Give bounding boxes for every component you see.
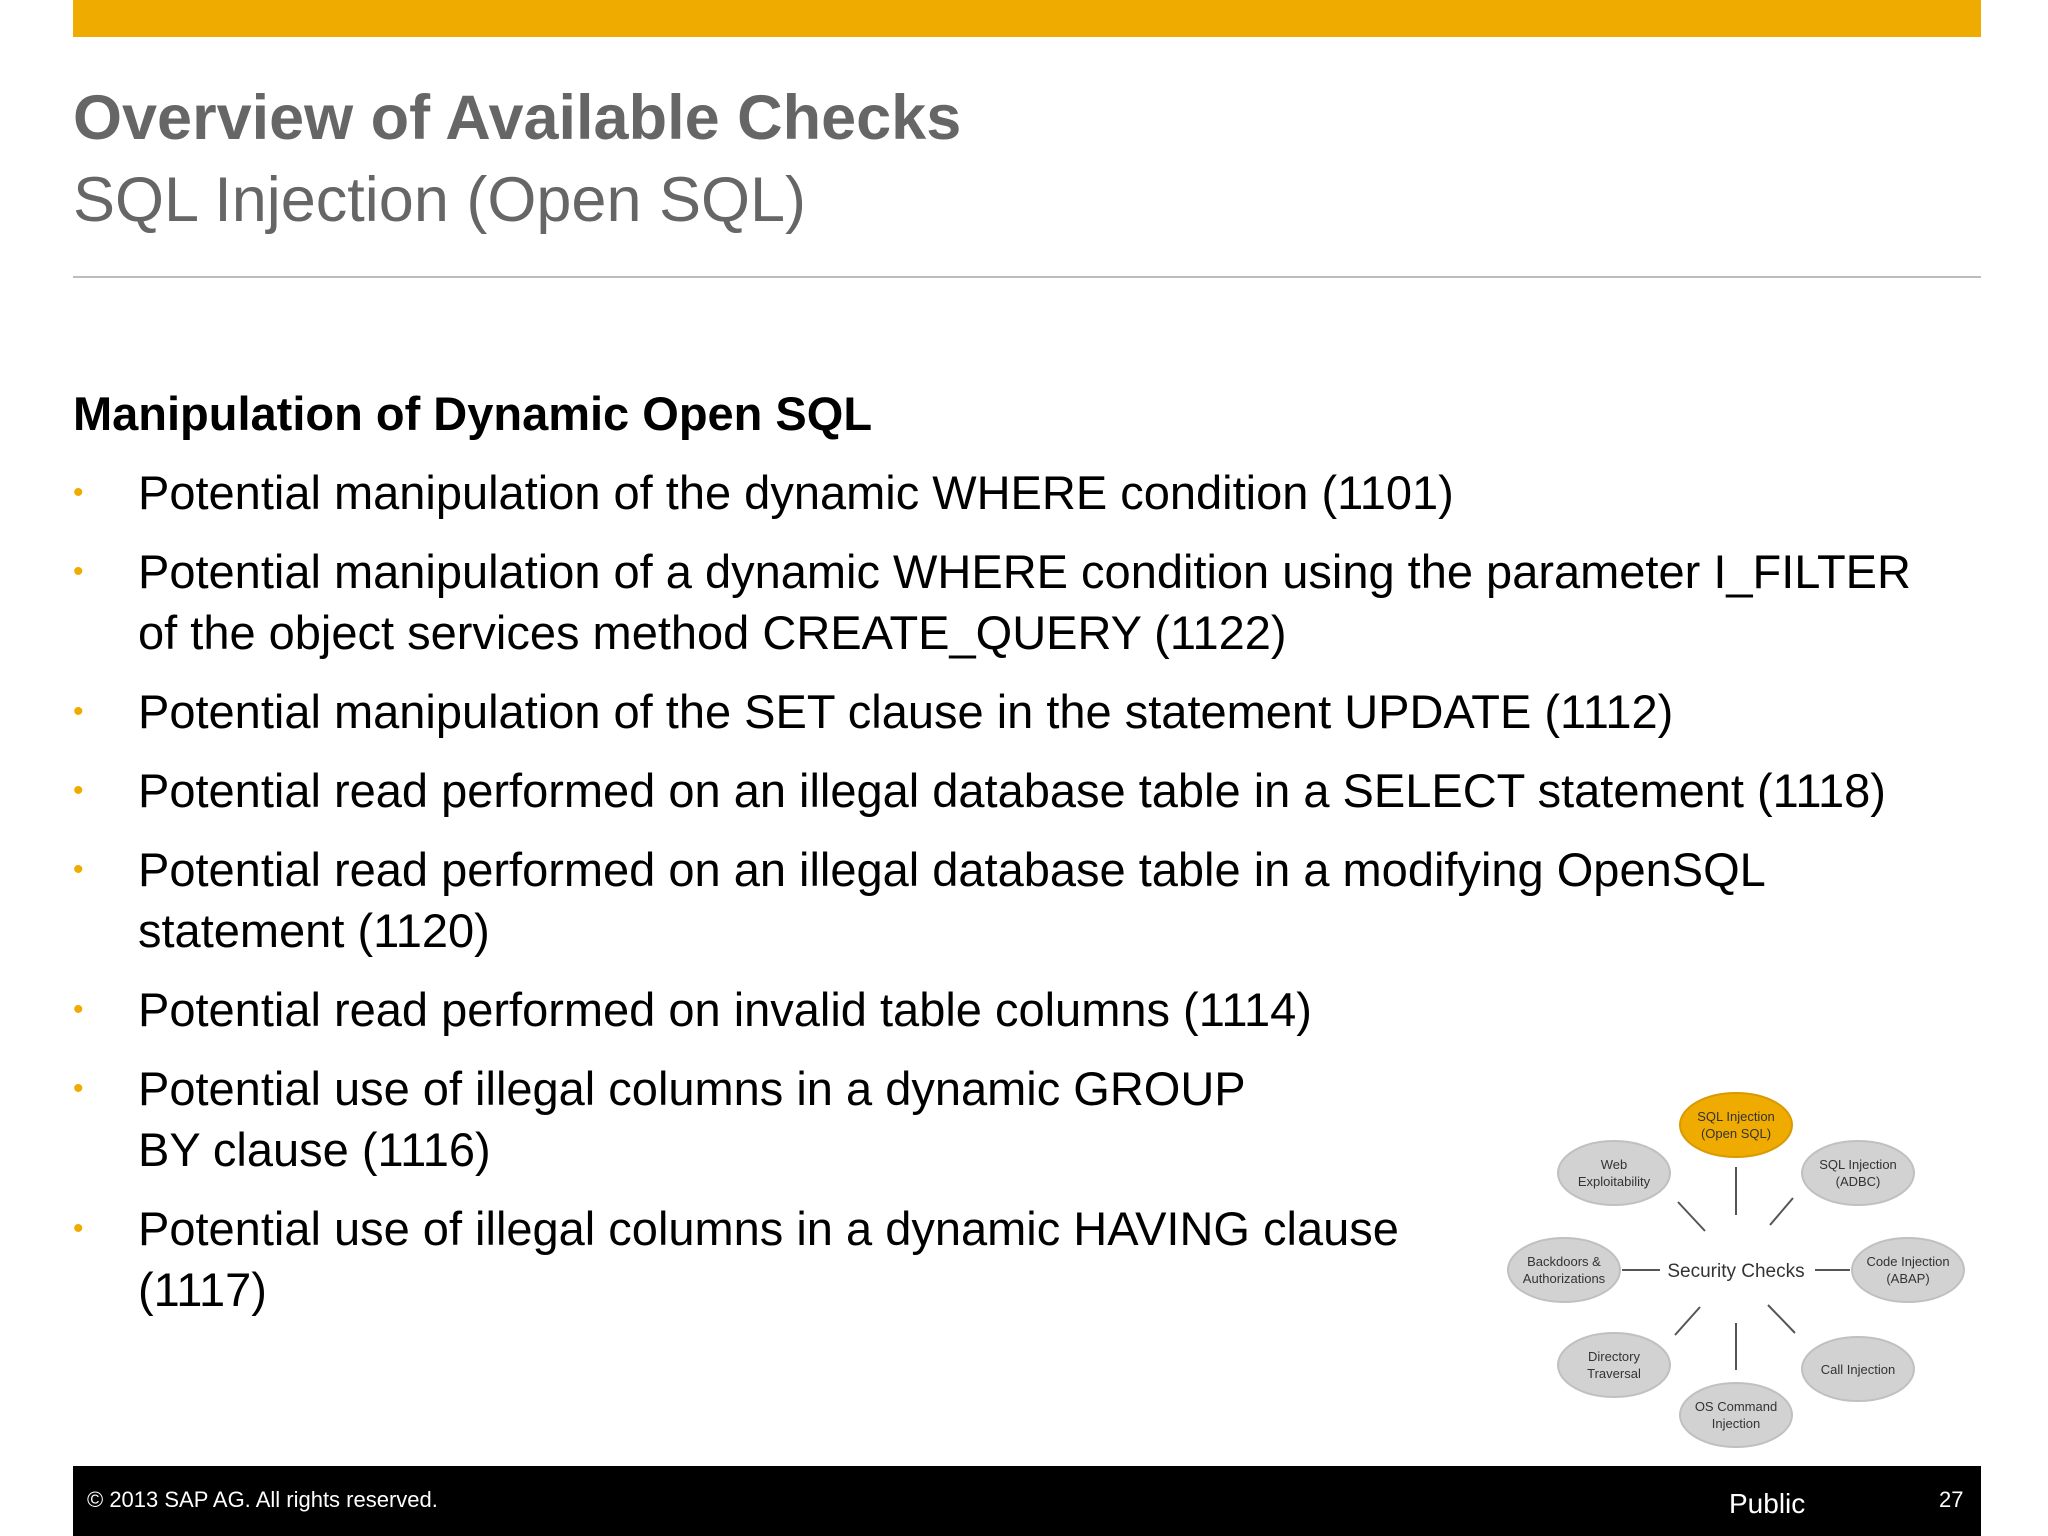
node-label-line: Exploitability bbox=[1577, 1174, 1651, 1189]
node-shape bbox=[1680, 1093, 1792, 1157]
bullet-text: Potential manipulation of a dynamic WHERE condition using the parameter I_FILTER of the object services method CREATE_QUERY (1122) bbox=[138, 545, 1911, 659]
bullet-text: Potential manipulation of the SET clause in the statement UPDATE (1112) bbox=[138, 685, 1674, 738]
node-label-line: Code Injection bbox=[1866, 1254, 1950, 1269]
node-code-injection-abap bbox=[1852, 1238, 1964, 1302]
bullet-dot-icon: • bbox=[73, 555, 84, 588]
node-shape bbox=[1680, 1383, 1792, 1447]
bullet-text: Potential read performed on an illegal database table in a SELECT statement (1118) bbox=[138, 764, 1886, 817]
node-shape bbox=[1558, 1333, 1670, 1397]
section-heading: Manipulation of Dynamic Open SQL bbox=[73, 387, 873, 440]
bullet-dot-icon: • bbox=[73, 993, 84, 1026]
node-label-line: SQL Injection bbox=[1697, 1109, 1775, 1124]
bullet-item bbox=[73, 979, 1933, 1040]
title-divider bbox=[73, 276, 1981, 278]
bullet-item bbox=[73, 541, 1933, 663]
node-label-line: (Open SQL) bbox=[1700, 1126, 1772, 1141]
node-shape bbox=[1558, 1141, 1670, 1205]
node-label-line: Traversal bbox=[1587, 1366, 1641, 1381]
page-number: 27 bbox=[1939, 1487, 1964, 1512]
security-checks-diagram bbox=[1500, 1085, 1980, 1455]
bullet-item bbox=[73, 462, 1933, 523]
node-shape bbox=[1508, 1238, 1620, 1302]
classification-label: Public bbox=[1729, 1488, 1806, 1519]
node-label-line: Directory bbox=[1587, 1349, 1641, 1364]
bullet-dot-icon: • bbox=[73, 695, 84, 728]
node-label-line: (ABAP) bbox=[1886, 1271, 1930, 1286]
spoke-line bbox=[1770, 1198, 1793, 1225]
node-directory-traversal bbox=[1558, 1333, 1670, 1397]
bullet-item bbox=[73, 1198, 1438, 1320]
node-backdoors-authorizations bbox=[1508, 1238, 1620, 1302]
bullet-text: Potential use of illegal columns in a dynamic HAVING clause (1117) bbox=[138, 1202, 1399, 1316]
bullet-dot-icon: • bbox=[73, 1072, 84, 1105]
bullet-text: Potential manipulation of the dynamic WHERE condition (1101) bbox=[138, 466, 1454, 519]
diagram-center-label: Security Checks bbox=[1667, 1261, 1805, 1282]
node-label-line: (ADBC) bbox=[1835, 1174, 1881, 1189]
bullet-text: Potential read performed on invalid table columns (1114) bbox=[138, 983, 1312, 1036]
bullet-dot-icon: • bbox=[73, 853, 84, 886]
bullet-item bbox=[73, 681, 1933, 742]
node-shape bbox=[1852, 1238, 1964, 1302]
node-sql-injection-open-sql bbox=[1680, 1093, 1792, 1157]
bullet-item bbox=[73, 760, 1933, 821]
node-label-line: Authorizations bbox=[1522, 1271, 1606, 1286]
spoke-line bbox=[1678, 1202, 1705, 1231]
slide-subtitle: SQL Injection (Open SQL) bbox=[73, 165, 807, 235]
bullet-item bbox=[73, 1058, 1258, 1180]
node-label-line: Web bbox=[1600, 1157, 1628, 1172]
node-label-line: Injection bbox=[1711, 1416, 1761, 1431]
node-label-line: OS Command bbox=[1694, 1399, 1778, 1414]
node-label-line: Backdoors & bbox=[1527, 1254, 1601, 1269]
node-sql-injection-adbc bbox=[1802, 1141, 1914, 1205]
footer-bar bbox=[73, 1466, 1981, 1536]
node-label-line: SQL Injection bbox=[1819, 1157, 1897, 1172]
bullet-item bbox=[73, 839, 1933, 961]
node-shape bbox=[1802, 1141, 1914, 1205]
bullet-dot-icon: • bbox=[73, 1212, 84, 1245]
node-label-line: Call Injection bbox=[1820, 1362, 1896, 1377]
top-accent-bar bbox=[73, 0, 1981, 37]
slide-title: Overview of Available Checks bbox=[73, 83, 962, 153]
bullet-dot-icon: • bbox=[73, 476, 84, 509]
bullet-text: Potential use of illegal columns in a dynamic GROUP BY clause (1116) bbox=[138, 1062, 1245, 1176]
bullet-dot-icon: • bbox=[73, 774, 84, 807]
bullet-text: Potential read performed on an illegal database table in a modifying OpenSQL statement (1120) bbox=[138, 843, 1765, 957]
node-web-exploitability bbox=[1558, 1141, 1670, 1205]
copyright-text: © 2013 SAP AG. All rights reserved. bbox=[87, 1487, 438, 1512]
node-call-injection bbox=[1802, 1337, 1914, 1401]
spoke-line bbox=[1675, 1307, 1700, 1335]
spoke-line bbox=[1768, 1305, 1795, 1333]
node-os-command-injection bbox=[1680, 1383, 1792, 1447]
